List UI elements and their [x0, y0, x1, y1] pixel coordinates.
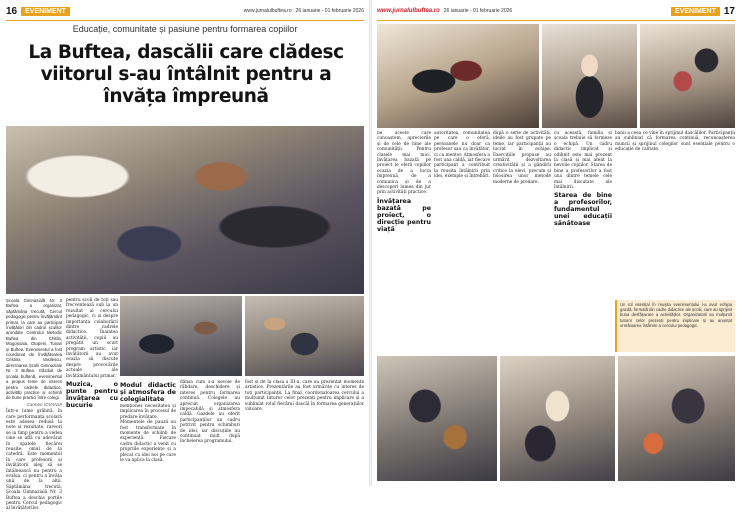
body-text: dânsa cum s-a nevoie de răbdare, deschidere și interes pentru formarea continuă. Colegele au apreciat organizarea impecabilă și atmosfera caldă. Gazdele au oferit participanților un cadru potrivit pentru schimburi de idei, iar discuțiile au continuat mult după încheierea programului. — [180, 380, 240, 445]
body-text: autoritatea, comunitatea pe care o oferă, persoanele nu doar ca profesor sau ca învățător, ci ca mentor. Atmosfera a fost una caldă, iar fiecare participant a contribuit la reușita întâlnirii prin idei, exemple și întrebări. — [434, 131, 490, 180]
subhead: Învățarea bazată pe proiect, o direcție pentru viață — [377, 197, 431, 233]
left-folio — [6, 4, 364, 18]
subhead: Starea de bine a profesorilor, fundamentul unei educații sănătoase — [554, 192, 612, 228]
body-text: după o serie de activități, ideile au fost grupate pe teme, iar participanții au lucrat în echipe. Exercițiile propuse au urmărit dezvoltarea creativității și a gândirii critice la elevi, precum și folosirea unor metode moderne de predare. — [493, 131, 551, 185]
photo-caption: Școala Gimnazială Nr. 3 Buftea a organizat, săptămâna trecută, Cercul pedagogic pentru învățământ primar, la care au participat învățători din cadrul școlilor arondate Centrului Metodic Buftea din Chitila, Mogoșoaia, Otopeni, Tunari și Buftea. Evenimentul a fost coordonat de învățătoarea Cristina Vasilescu, directoarea Școlii Gimnaziale Nr. 3 Buftea. Găzduit de școala buftenă, evenimentul a propus teme de interes pentru cadrele didactice, activități practice și schimb de bune practici între colegi. — [6, 298, 62, 401]
body-column-1 — [377, 131, 431, 353]
event-photo-3 — [245, 296, 364, 376]
issue-date: 26 ianuarie - 01 februarie 2026 — [295, 8, 364, 14]
body-text: fost și de la clasa a III-a, care au prezentat momente artistice. Prezentările au fost urmărite cu interes de toți participanții. La final, coordonatoarea cercului a mulțumit tuturor celor prezenți pentru implicare și a subliniat rolul fiecărui dascăl în formarea generațiilor viitoare. — [245, 380, 364, 413]
section-tag: EVENIMENT — [671, 7, 720, 16]
page-number: 16 — [6, 5, 18, 17]
article-headline: La Buftea, dascălii care clădesc viitorul s-au întâlnit pentru a învăța împreună — [28, 42, 344, 107]
body-column-4 — [554, 131, 612, 353]
event-photo-6 — [640, 24, 735, 128]
body-column-2 — [66, 298, 118, 482]
body-text: cu această, familia și școala trebuie să formeze o echipă. Un cadru didactic implicat și odihnit este mai prezent la clasă și mai atent la nevoile copiilor. Starea de bine a profesorilor a fost una dintre temele cele mai discutate ale întâlnirii. — [554, 131, 612, 191]
page-number: 17 — [723, 5, 735, 17]
section-tag: EVENIMENT — [21, 7, 70, 16]
masthead-logo: www.jurnalulbuftea.ro — [377, 8, 440, 14]
right-page — [371, 0, 741, 486]
body-column-3 — [493, 131, 551, 353]
body-text: Într-o lume grăbită, în care performanța școlară este adesea redusă la note și rezultate, rareori se ia timp pentru a vedea cine se află cu adevărat în spatele fiecărei reușite: omul de la catedră. Este momentul în care profesorii și învățătorii aleg să se întâlnească nu pentru a evalua, ci pentru a învăța unii de la alții. Săptămâna trecută, Școala Gimnazială Nr. 3 Buftea a deschis porțile pentru Cercul pedagogic al învățătorilor. — [6, 409, 62, 512]
event-photo-7 — [377, 356, 497, 481]
event-photo-9 — [618, 356, 735, 481]
body-text: ne aceste care cunoaștem, aprecierile și de cele de bine ale comunității. Pentru clasele mai mici, învățarea bazată pe proiect le oferă copiilor ocazia de a lucra împreună, de a comunica și de a descoperi lumea din jur prin activități practice. — [377, 131, 431, 196]
body-column-5 — [245, 380, 364, 482]
body-text: menționez necesitatea și implicarea în procesul de predare-învățare. Momentele de pauză au fost transformate în momente de schimb de experiență. Fiecare cadru didactic a venit cu propriile experiențe și a plecat cu idei noi pe care le va aplica la clasă. — [120, 404, 176, 464]
article-kicker: Educație, comunitate și pasiune pentru formarea copiilor — [72, 24, 298, 34]
left-page — [0, 0, 370, 512]
main-photo — [6, 126, 364, 294]
subhead: Modul didactic și atmosfera de colegialitate — [120, 382, 176, 403]
body-text: banii a ceea ce vine în sprijinul dascălilor. Participanții au subliniat că formarea continuă, recunoașterea muncii și sprijinul colegilor sunt esențiale pentru o educație de calitate. — [615, 131, 735, 153]
issue-date: 26 ianuarie - 01 februarie 2026 — [443, 8, 513, 14]
photo-credit: Carmen IOVANUI — [26, 401, 62, 407]
right-folio — [377, 4, 735, 18]
header-rule — [6, 20, 364, 21]
event-photo-8 — [500, 356, 615, 481]
body-column-2 — [434, 131, 490, 353]
body-column-1 — [6, 298, 62, 512]
event-photo-2 — [120, 296, 242, 376]
highlight-box: Un rol esențial în reușita evenimentului l-a avut echipa gazdă, formată din cadre didactice ale școlii, care au sprijinit buna desfășurare a activităților. Organizatorii au mulțumit tuturor celor prezenți pentru implicare și au anunțat următoarea întâlnire a cercului pedagogic. — [615, 300, 735, 352]
body-column-4 — [180, 380, 240, 482]
body-column-5 — [615, 131, 735, 297]
body-column-3 — [120, 380, 176, 482]
event-photo-4 — [377, 24, 539, 128]
subhead: Muzica, o punte pentru învățarea cu bucurie — [66, 381, 118, 410]
site-url: www.jurnalulbuftea.ro — [243, 8, 292, 14]
event-photo-5 — [542, 24, 637, 128]
body-text: pentru școli de toți sau frecventează sub la un rezultat al cercului pedagogic, ci și despre importanța colaborării dintre cadrele didactice. Înaintea activității, copiii au pregătit un scurt program artistic, iar învățătorii au avut ocazia să discute despre provocările actuale ale învățământului primar. — [66, 298, 118, 379]
header-rule — [377, 20, 735, 21]
